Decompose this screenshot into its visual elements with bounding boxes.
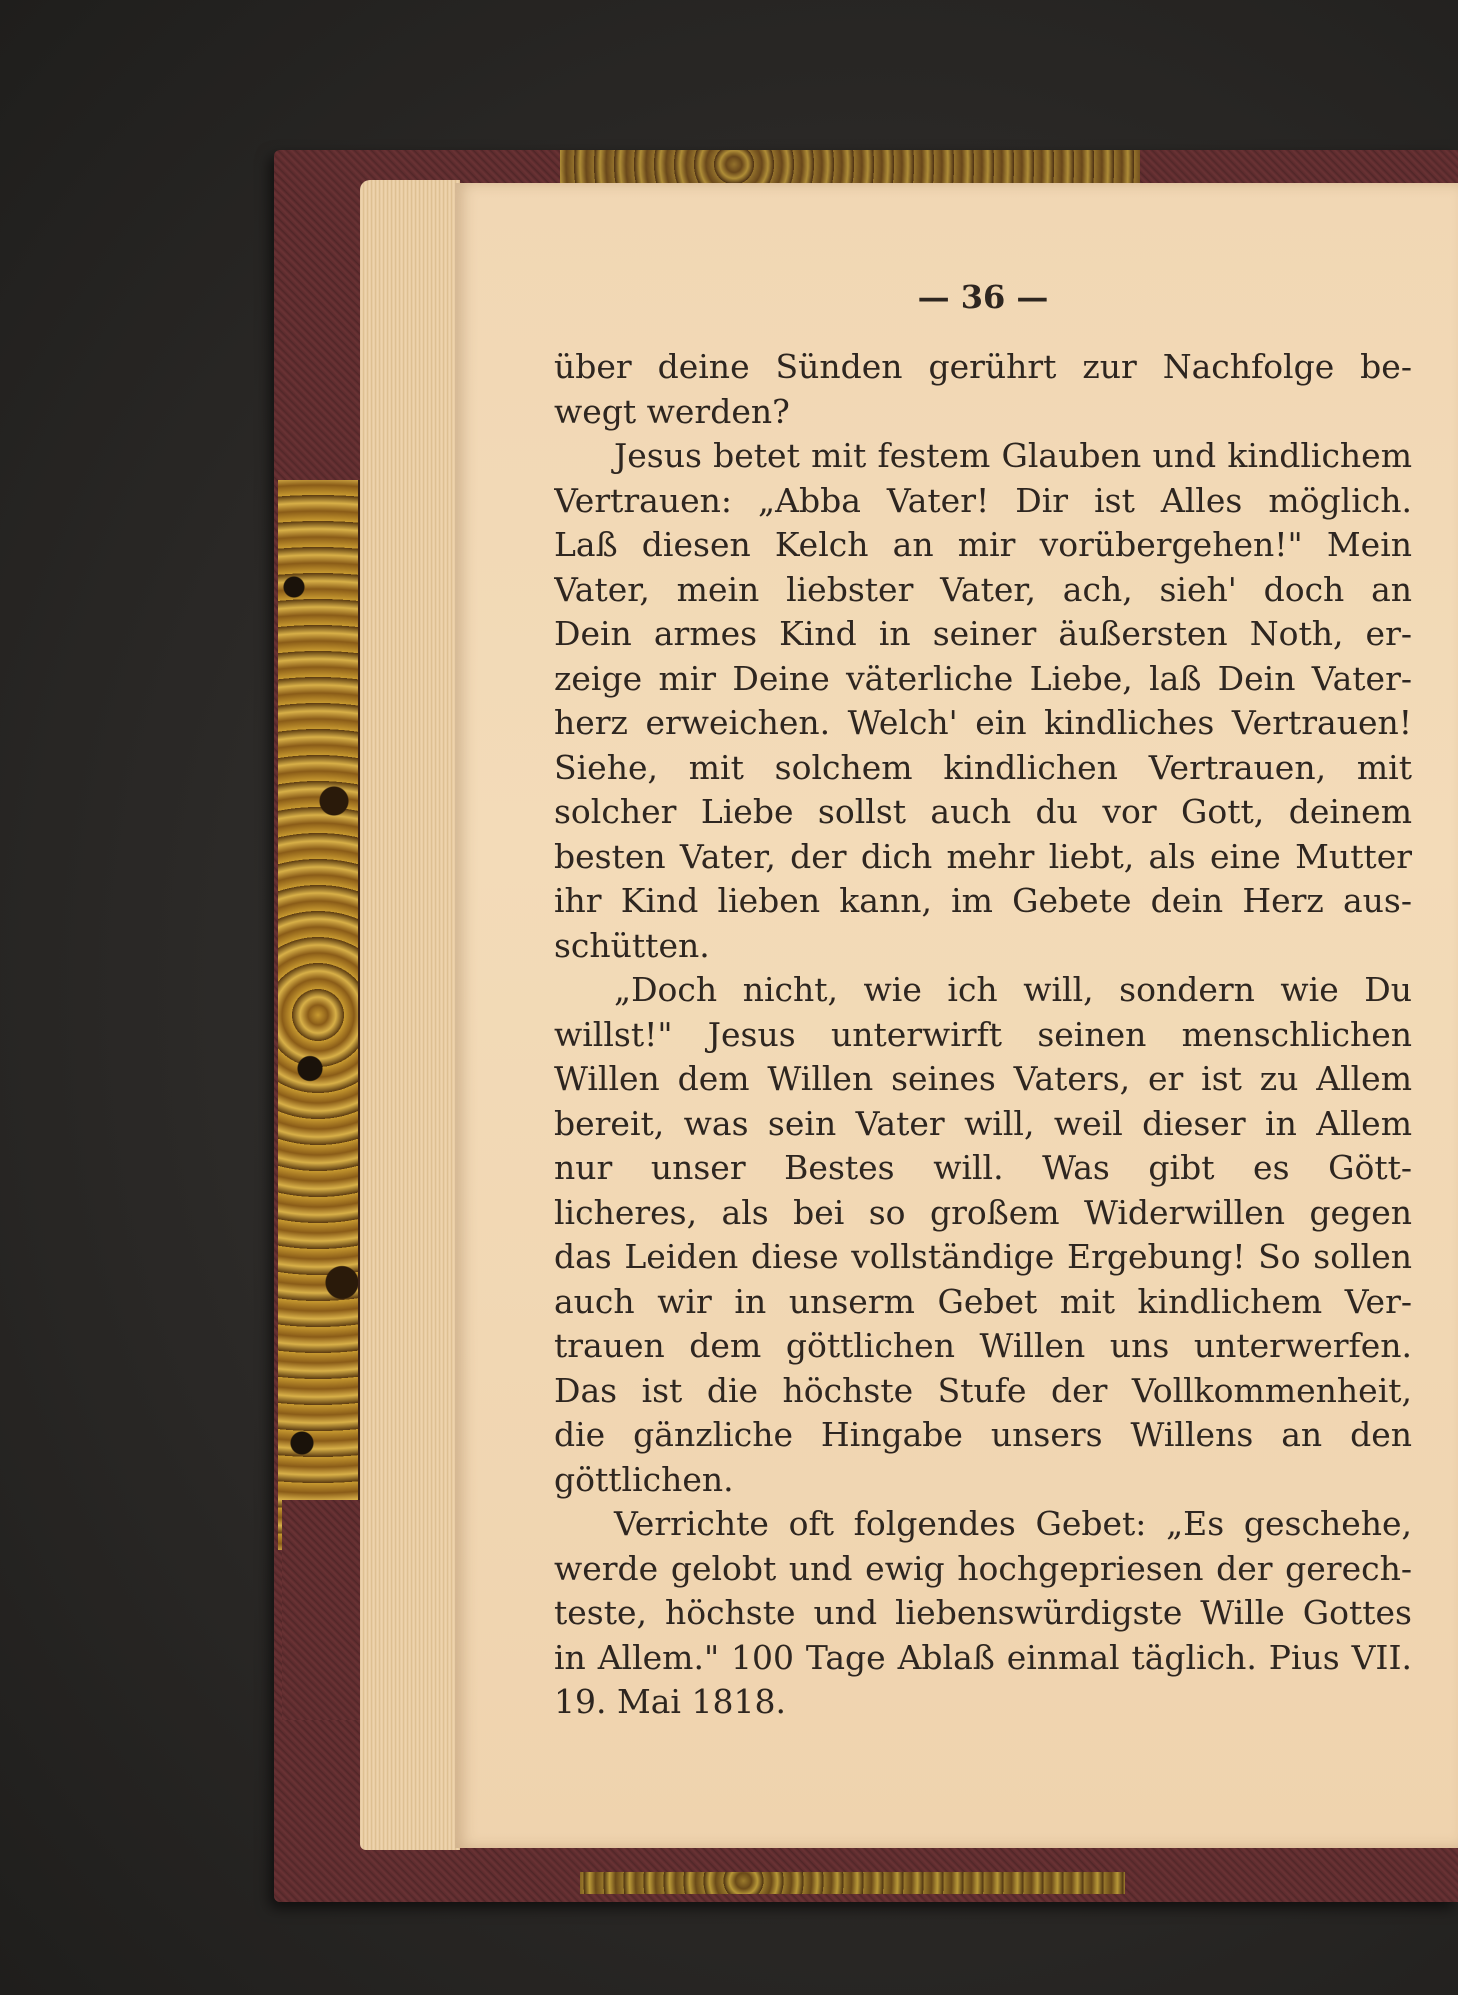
text-line: nur unser Bestes will. Was gibt es Gött- <box>554 1148 1412 1187</box>
text-line: Verrichte oft folgendes Gebet: „Es geschehe, <box>614 1504 1412 1543</box>
text-line: über deine Sünden gerührt zur Nachfolge be- <box>554 347 1412 386</box>
text-line: licheres, als bei so großem Widerwillen gegen <box>554 1192 1412 1232</box>
text-line: herz erweichen. Welch' ein kindliches Vertrauen! <box>554 703 1412 742</box>
text-line: bereit, was sein Vater will, weil dieser in Allem <box>554 1103 1412 1143</box>
cover-marbled-band-bottom <box>580 1872 1125 1894</box>
text-line: wegt werden? <box>554 391 790 431</box>
text-line: besten Vater, der dich mehr liebt, als eine Mutter <box>554 836 1412 876</box>
marbled-spine <box>278 480 362 1550</box>
text-line: zeige mir Deine väterliche Liebe, laß Dein Vater- <box>554 658 1412 698</box>
text-line: Das ist die höchste Stufe der Vollkommenheit, <box>554 1370 1412 1410</box>
text-line: trauen dem göttlichen Willen uns unterwerfen. <box>554 1326 1412 1365</box>
text-line: Jesus betet mit festem Glauben und kindlichem <box>614 436 1412 475</box>
text-line: „Doch nicht, wie ich will, sondern wie Du <box>614 970 1412 1009</box>
cover-marbled-band-top <box>560 150 1140 186</box>
text-line: Dein armes Kind in seiner äußersten Noth, er- <box>554 614 1412 653</box>
text-line: willst!" Jesus unterwirft seinen menschlichen <box>554 1014 1412 1054</box>
text-line: göttlichen. <box>554 1459 734 1499</box>
page-text <box>554 345 1412 1725</box>
text-line: Siehe, mit solchem kindlichen Vertrauen, mit <box>554 747 1412 787</box>
text-line: 19. Mai 1818. <box>554 1682 786 1721</box>
text-line: schütten. <box>554 925 710 965</box>
cover-corner-bottom <box>282 1500 362 1720</box>
text-line: die gänzliche Hingabe unsers Willens an den <box>554 1415 1412 1454</box>
text-line: Vertrauen: „Abba Vater! Dir ist Alles möglich. <box>554 480 1412 520</box>
text-line: Willen dem Willen seines Vaters, er ist zu Allem <box>554 1059 1412 1098</box>
text-line: das Leiden diese vollständige Ergebung! So sollen <box>554 1237 1412 1276</box>
text-line: auch wir in unserm Gebet mit kindlichem Ver- <box>554 1281 1412 1321</box>
text-line: solcher Liebe sollst auch du vor Gott, deinem <box>554 792 1412 831</box>
text-line: Vater, mein liebster Vater, ach, sieh' doch an <box>554 569 1412 609</box>
text-line: in Allem." 100 Tage Ablaß einmal täglich. Pius VII. <box>554 1637 1412 1677</box>
page-edges <box>360 180 460 1850</box>
text-line: werde gelobt und ewig hochgepriesen der gerech- <box>554 1548 1412 1588</box>
page-number: — 36 — <box>917 278 1049 316</box>
text-line: ihr Kind lieben kann, im Gebete dein Herz aus- <box>554 881 1412 920</box>
text-line: teste, höchste und liebenswürdigste Wille Gottes <box>554 1593 1412 1632</box>
text-line: Laß diesen Kelch an mir vorübergehen!" Mein <box>554 525 1412 564</box>
